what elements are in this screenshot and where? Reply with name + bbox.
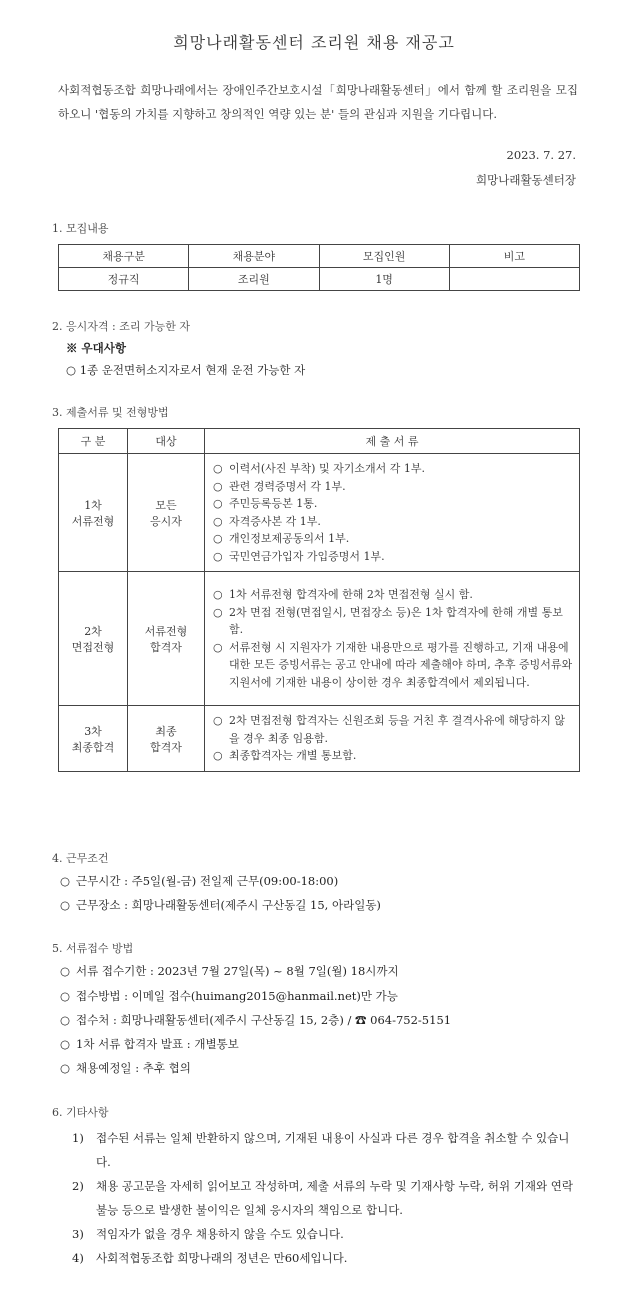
header-cell: 제 출 서 류	[205, 429, 580, 454]
list-item-text: 접수처 : 희망나래활동센터(제주시 구산동길 15, 2층) / ☎ 064-752-5151	[76, 1013, 452, 1027]
intro-paragraph: 사회적협동조합 희망나래에서는 장애인주간보호시설「희망나래활동센터」에서 함께 할 조리원을 모집하오니 '협동의 가치를 지향하고 창의적인 역량 있는 분' 들의 관심과 지원을 기다립니다.	[58, 83, 578, 121]
target-label: 응시자	[150, 514, 182, 528]
table-row	[59, 454, 580, 572]
list-item: ○ 최종합격자는 개별 통보함.	[213, 747, 575, 765]
stage-label: 면접전형	[71, 640, 115, 654]
table-cell: 조리원	[189, 268, 319, 291]
table-row	[59, 572, 580, 706]
stage-label: 2차	[84, 624, 102, 638]
header-cell: 대상	[128, 429, 205, 454]
list-item: ○ 국민연금가입자 가입증명서 1부.	[213, 548, 575, 566]
list-item: ○ 2차 면접전형 합격자는 신원조회 등을 거친 후 결격사유에 해당하지 않을 경우 최종 임용함.	[213, 712, 575, 747]
screening-table	[58, 428, 580, 772]
target-cell	[128, 706, 205, 772]
stage-cell	[59, 454, 128, 572]
target-label: 최종	[155, 724, 177, 738]
header-cell: 채용구분	[59, 245, 189, 268]
target-label: 합격자	[150, 640, 182, 654]
table-cell	[449, 268, 579, 291]
list-item: ○ 접수방법 : 이메일 접수(huimang2015@hanmail.net)만 가능	[60, 989, 398, 1003]
header-cell: 채용분야	[189, 245, 319, 268]
list-item: ○ 서류전형 시 지원자가 기재한 내용만으로 평가를 진행하고, 기재 내용에 대한 모든 증빙서류는 공고 안내에 따라 제출해야 하며, 추후 증빙서류와 지원서에 기재한 내용이 상이한 경우 최종합격에서 제외됩니다.	[213, 639, 575, 692]
preference-title: ※ 우대사항	[66, 341, 126, 355]
notice-date: 2023. 7. 27.	[506, 148, 576, 162]
item-text: 적임자가 없을 경우 채용하지 않을 수도 있습니다.	[96, 1227, 344, 1241]
recruit-table-row	[59, 268, 580, 291]
target-cell	[128, 572, 205, 706]
list-item: ○ 개인정보제공동의서 1부.	[213, 530, 575, 548]
stage-label: 최종합격	[71, 740, 115, 754]
list-item-text: 채용예정일 : 추후 협의	[76, 1061, 191, 1075]
list-item-text: 근무시간 : 주5일(월-금) 전일제 근무(09:00-18:00)	[76, 874, 339, 888]
recruit-table-header	[59, 245, 580, 268]
list-item: ○ 근무장소 : 희망나래활동센터(제주시 구산동길 15, 아라일동)	[60, 898, 381, 912]
screening-table-header	[59, 429, 580, 454]
target-label: 서류전형	[144, 624, 188, 638]
list-item: ○ 근무시간 : 주5일(월-금) 전일제 근무(09:00-18:00)	[60, 874, 339, 888]
list-item: ○ 이력서(사진 부착) 및 자기소개서 각 1부.	[213, 460, 575, 478]
item-text: 사회적협동조합 희망나래의 정년은 만60세입니다.	[96, 1251, 348, 1265]
stage-cell	[59, 706, 128, 772]
item-number: 1)	[72, 1131, 84, 1145]
stage-label: 1차	[84, 498, 102, 512]
list-item	[72, 1246, 580, 1270]
list-item-text: 1차 서류 합격자 발표 : 개별통보	[76, 1037, 239, 1051]
list-item: ○ 1차 서류전형 합격자에 한해 2차 면접전형 실시 함.	[213, 586, 575, 604]
item-number: 4)	[72, 1251, 84, 1265]
list-item-text: 접수방법 : 이메일 접수(huimang2015@hanmail.net)만 가능	[76, 989, 398, 1003]
preference-item: ○ 1종 운전면허소지자로서 현재 운전 가능한 자	[66, 363, 306, 377]
section-1-heading: 1. 모집내용	[52, 222, 109, 235]
target-label: 합격자	[150, 740, 182, 754]
stage-label: 서류전형	[71, 514, 115, 528]
list-item-text: 서류 접수기한 : 2023년 7월 27일(목) ~ 8월 7일(월) 18시까지	[76, 964, 399, 978]
list-item	[72, 1222, 580, 1246]
item-number: 3)	[72, 1227, 84, 1241]
page-title: 희망나래활동센터 조리원 채용 재공고	[173, 33, 455, 52]
section-6-heading: 6. 기타사항	[52, 1106, 109, 1119]
list-item: ○ 접수처 : 희망나래활동센터(제주시 구산동길 15, 2층) / ☎ 064-752-5151	[60, 1013, 452, 1027]
table-cell: 정규직	[59, 268, 189, 291]
stage-label: 3차	[84, 724, 102, 738]
list-item: ○ 주민등록등본 1통.	[213, 495, 575, 513]
list-item-text: 근무장소 : 희망나래활동센터(제주시 구산동길 15, 아라일동)	[76, 898, 381, 912]
section-2-heading: 2. 응시자격 : 조리 가능한 자	[52, 320, 190, 333]
list-item: ○ 1차 서류 합격자 발표 : 개별통보	[60, 1037, 239, 1051]
list-item	[72, 1174, 580, 1222]
item-number: 2)	[72, 1179, 84, 1193]
target-cell	[128, 454, 205, 572]
target-label: 모든	[155, 498, 177, 512]
header-cell: 구 분	[59, 429, 128, 454]
list-item: ○ 2차 면접 전형(면접일시, 면접장소 등)은 1차 합격자에 한해 개별 통보함.	[213, 604, 575, 639]
item-text: 접수된 서류는 일체 반환하지 않으며, 기재된 내용이 사실과 다른 경우 합격을 취소할 수 있습니다.	[96, 1131, 570, 1169]
documents-cell	[205, 706, 580, 772]
header-cell: 비고	[449, 245, 579, 268]
list-item: ○ 서류 접수기한 : 2023년 7월 27일(목) ~ 8월 7일(월) 18시까지	[60, 964, 399, 978]
section-5-heading: 5. 서류접수 방법	[52, 942, 134, 955]
section-4-heading: 4. 근무조건	[52, 852, 109, 865]
issuer-name: 희망나래활동센터장	[476, 173, 576, 187]
stage-cell	[59, 572, 128, 706]
table-cell: 1명	[319, 268, 449, 291]
documents-cell	[205, 454, 580, 572]
section-3-heading: 3. 제출서류 및 전형방법	[52, 406, 169, 419]
list-item: ○ 채용예정일 : 추후 협의	[60, 1061, 191, 1075]
documents-cell	[205, 572, 580, 706]
table-row	[59, 706, 580, 772]
list-item: ○ 자격증사본 각 1부.	[213, 513, 575, 531]
list-item: ○ 관련 경력증명서 각 1부.	[213, 478, 575, 496]
item-text: 채용 공고문을 자세히 읽어보고 작성하며, 제출 서류의 누락 및 기재사항 누락, 허위 기재와 연락불능 등으로 발생한 불이익은 일체 응시자의 책임으로 합니다.	[96, 1179, 573, 1217]
header-cell: 모집인원	[319, 245, 449, 268]
recruit-table	[58, 244, 580, 291]
list-item	[72, 1126, 580, 1174]
